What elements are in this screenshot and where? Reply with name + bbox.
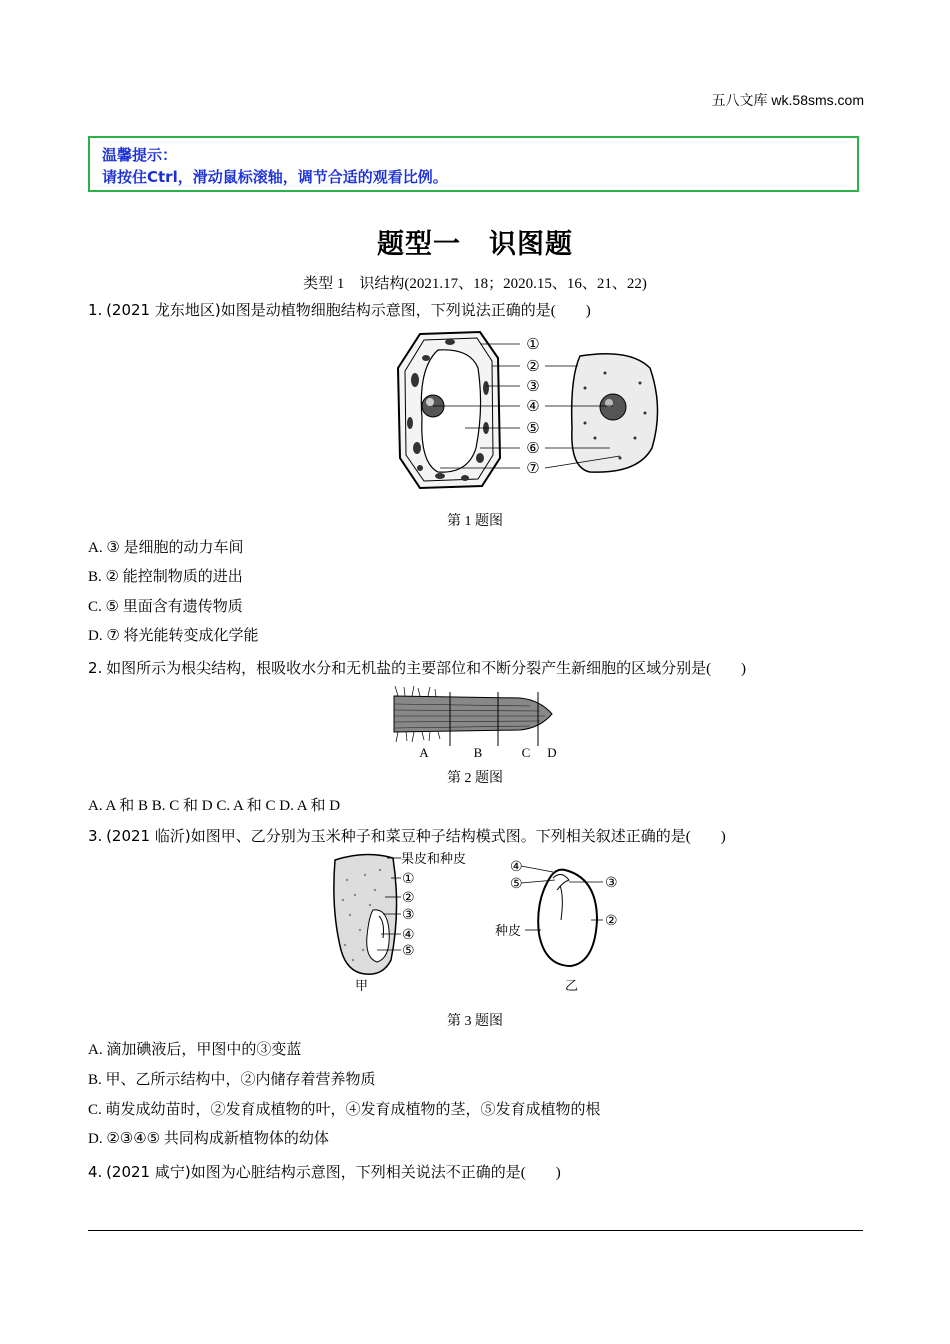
label-l1: ① [402,872,415,887]
label-a: A [419,745,429,760]
tip-box [88,136,859,192]
animal-nucleus [600,394,626,420]
option-b: B. 甲、乙所示结构中，②内储存着营养物质 [88,1072,376,1088]
label-r4: ④ [510,860,523,875]
label-pericarp: 果皮和种皮 [401,851,467,866]
bean-seed [538,870,597,966]
option-a: A. ③ 是细胞的动力车间 [88,540,244,556]
question-stem: 如图是动植物细胞结构示意图，下列说法正确的是( ) [220,303,591,319]
question-stem: 如图所示为根尖结构，根吸收水分和无机盐的主要部位和不断分裂产生新细胞的区域分别是( ) [106,661,747,677]
section-subtitle: 类型 1 识结构(2021.17、18；2020.15、16、21、22) [303,276,647,292]
label-l2: ② [402,891,415,906]
figure-label-yi: 乙 [565,978,579,993]
figure-caption-1: 第 1 题图 [447,514,503,529]
option-c: C. 萌发成幼苗时，②发育成植物的叶，④发育成植物的茎，⑤发育成植物的根 [88,1102,601,1118]
label-c: C [521,745,531,760]
seed-diagram [325,850,635,995]
root-tip-diagram [390,684,565,760]
tip-text: 请按住Ctrl，滑动鼠标滚轴，调节合适的观看比例。 [102,168,448,186]
question-stem: 如图为心脏结构示意图，下列相关说法不正确的是( ) [190,1165,561,1181]
label-l5: ⑤ [402,944,415,959]
label-d: D [547,745,557,760]
option-a: A. 滴加碘液后，甲图中的③变蓝 [88,1042,302,1058]
question-stem: 如图甲、乙分别为玉米种子和菜豆种子结构模式图。下列相关叙述正确的是( ) [190,829,726,845]
question-source: (2021 龙东地区) [106,301,221,319]
section-title: 题型一 识图题 [377,229,573,260]
question-source: (2021 临沂) [106,827,191,845]
label-seedcoat: 种皮 [495,923,522,938]
label-r2: ② [605,914,618,929]
question-1 [88,300,591,321]
label-7: ⑦ [526,461,540,477]
question-number: 1. [88,301,103,319]
figure-caption-3: 第 3 题图 [447,1014,503,1029]
label-5: ⑤ [526,421,540,437]
label-l3: ③ [402,908,415,923]
question-number: 2. [88,659,103,677]
tip-heading: 温馨提示： [102,146,178,164]
options-row: A. A 和 B B. C 和 D C. A 和 C D. A 和 D [88,798,341,814]
site-watermark: 五八文库 wk.58sms.com [711,92,864,108]
question-number: 4. [88,1163,103,1181]
label-b: B [473,745,483,760]
figure-label-jia: 甲 [355,978,369,993]
option-d: D. ⑦ 将光能转变成化学能 [88,628,259,644]
label-1: ① [526,337,540,353]
option-c: C. ⑤ 里面含有遗传物质 [88,599,243,615]
option-d: D. ②③④⑤ 共同构成新植物体的幼体 [88,1131,329,1147]
question-4 [88,1162,561,1183]
question-3 [88,826,726,847]
question-number: 3. [88,827,103,845]
label-r5: ⑤ [510,877,523,892]
label-l4: ④ [402,928,415,943]
figure-caption-2: 第 2 题图 [447,771,503,786]
label-3: ③ [526,379,540,395]
cell-diagram [380,328,680,493]
label-6: ⑥ [526,441,540,457]
question-2 [88,658,746,679]
label-4: ④ [526,399,540,415]
page-divider [88,1230,863,1231]
label-r3: ③ [605,876,618,891]
option-b: B. ② 能控制物质的进出 [88,569,243,585]
question-source: (2021 咸宁) [106,1163,191,1181]
label-2: ② [526,359,540,375]
